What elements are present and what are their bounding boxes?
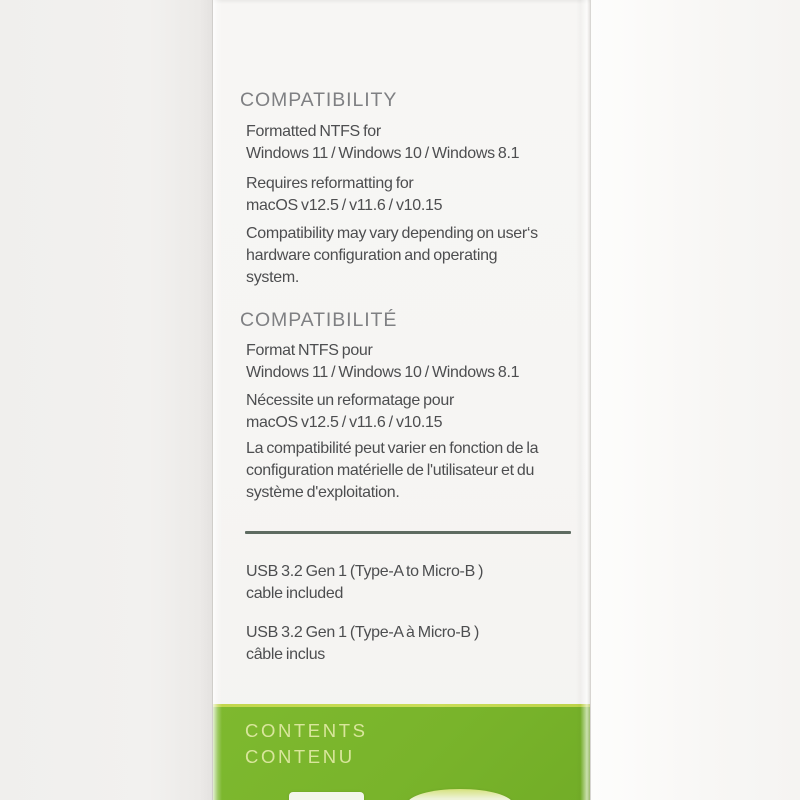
compat-en-disclaimer-line3: system. xyxy=(246,269,300,286)
compat-en-format-line2: Windows 11 / Windows 10 / Windows 8.1 xyxy=(246,145,520,162)
compat-en-format-line1: Formatted NTFS for xyxy=(246,123,381,140)
compat-fr-disclaimer-line3: système d'exploitation. xyxy=(246,484,400,501)
compat-fr-disclaimer-line1: La compatibilité peut varier en fonction de la xyxy=(246,440,539,457)
photo-background-right xyxy=(591,0,800,800)
compatibility-heading-fr: COMPATIBILITÉ xyxy=(240,309,398,331)
compat-en-paragraph-disclaimer xyxy=(246,223,538,289)
compat-fr-paragraph-macos xyxy=(246,390,454,434)
compatibility-heading-en: COMPATIBILITY xyxy=(240,89,398,111)
compat-fr-macos-line1: Nécessite un reformatage pour xyxy=(246,392,454,409)
box-right-edge-bevel xyxy=(576,0,590,800)
cable-note-en-line2: cable included xyxy=(246,585,344,602)
cable-note-en-line1: USB 3.2 Gen 1 (Type-A to Micro-B ) xyxy=(246,563,484,580)
cable-note-fr-line1: USB 3.2 Gen 1 (Type-A à Micro-B ) xyxy=(246,624,479,641)
printed-text-layer xyxy=(213,0,590,800)
compat-fr-format-line1: Format NTFS pour xyxy=(246,342,373,359)
contents-label-fr: CONTENU xyxy=(245,746,355,767)
compat-en-macos-line1: Requires reformatting for xyxy=(246,175,414,192)
compat-en-disclaimer-line1: Compatibility may vary depending on user‘s xyxy=(246,225,538,242)
compat-fr-macos-line2: macOS v12.5 / v11.6 / v10.15 xyxy=(246,414,443,431)
compat-en-paragraph-format xyxy=(246,121,519,165)
cable-note-en xyxy=(246,561,483,605)
compat-en-macos-line2: macOS v12.5 / v11.6 / v10.15 xyxy=(246,197,443,214)
compat-fr-paragraph-disclaimer xyxy=(246,438,538,504)
compat-fr-disclaimer-line2: configuration matérielle de l'utilisateur et du xyxy=(246,462,535,479)
cable-note-fr-line2: câble inclus xyxy=(246,646,326,663)
box-left-edge-bevel xyxy=(213,0,222,800)
cable-note-fr xyxy=(246,622,479,666)
compat-en-disclaimer-line2: hardware configuration and operating xyxy=(246,247,498,264)
photo-background-left xyxy=(0,0,212,800)
compat-en-paragraph-macos xyxy=(246,173,442,217)
product-box-front-panel xyxy=(212,0,591,800)
section-divider-line xyxy=(245,531,571,534)
compat-fr-paragraph-format xyxy=(246,340,519,384)
compat-fr-format-line2: Windows 11 / Windows 10 / Windows 8.1 xyxy=(246,364,520,381)
contents-label-en: CONTENTS xyxy=(245,720,368,741)
